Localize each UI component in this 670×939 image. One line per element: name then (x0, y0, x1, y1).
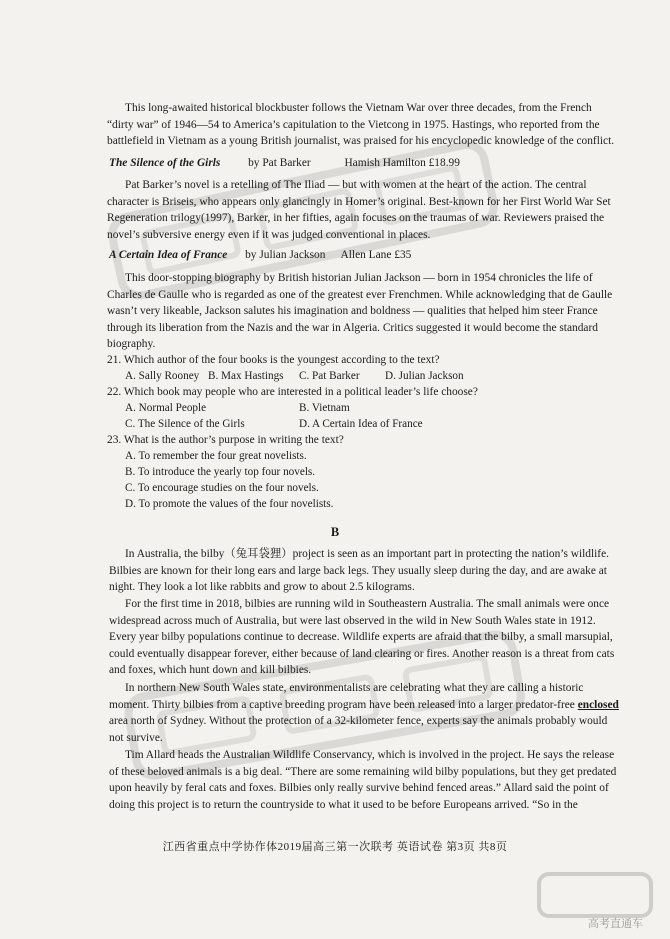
answer-option[interactable]: D. A Certain Idea of France (299, 418, 423, 430)
text-line (109, 697, 619, 714)
answer-option[interactable]: C. Pat Barker (299, 370, 360, 382)
bilby-paragraph-4 (109, 747, 617, 813)
text-line: of these beloved animals is a big deal. “There are some remaining wild bilby populations, but they get predated (109, 765, 617, 778)
question-stem: 23. What is the author’s purpose in writing the text? (107, 434, 344, 446)
text-line: novel’s subversive energy even if it was judged conventional in places. (107, 228, 431, 241)
bilby-paragraph-3 (109, 680, 619, 746)
text-line: Charles de Gaulle who is regarded as one of the greatest ever Frenchmen. While acknowledging that de Gaulle (107, 288, 613, 301)
answer-option[interactable]: B. To introduce the yearly top four novels. (125, 466, 316, 478)
text-line: wasn’t very likeable, Jackson salutes his imagination and boldness — qualities that helped him steer France (107, 305, 598, 317)
underlined-word: enclosed (577, 698, 619, 711)
watermark-stamp-icon (535, 870, 655, 920)
book-title-text: The Silence of the Girls (109, 157, 221, 169)
text-line: and foxes, which hunt down and kill bilbies. (109, 664, 312, 676)
answer-option[interactable]: B. Max Hastings (208, 370, 284, 382)
section-heading: B (330, 525, 340, 539)
text-line: not survive. (109, 731, 163, 744)
text-line: upon heavily by feral cats and foxes. Bilbies only really survive behind fenced areas.” Allard said the point of (109, 782, 609, 794)
text-line: area north of Sydney. Without the protection of a 32-kilometer fence, experts say the animals probably would (109, 715, 608, 727)
text-line: Regeneration trilogy(1997), Barker, in her fifties, again focuses on the traumas of war. Reviewers praised the (107, 212, 605, 224)
text-line: Pat Barker’s novel is a retelling of The Iliad — but with women at the heart of the action. The central (125, 179, 587, 191)
watermark-corner-logo (535, 870, 655, 930)
page-footer: 江西省重点中学协作体2019届高三第一次联考 英语试卷 第3页 共8页 (162, 841, 508, 853)
answer-option[interactable] (125, 401, 206, 416)
answer-option[interactable]: B. Vietnam (299, 402, 350, 414)
book-title (109, 248, 411, 263)
answer-option[interactable]: C. The Silence of the Girls (125, 418, 245, 430)
text-line: Every year bilby populations continue to decrease. Wildlife experts are afraid that the bilby, a small marsupial, (109, 631, 613, 643)
answer-option[interactable]: C. To encourage studies on the four novels. (125, 482, 319, 494)
text-line: “dirty war” of 1946—54 to America’s capitulation to the Vietcong in 1975. Hastings, who reported from the (107, 118, 600, 131)
answer-option[interactable]: D. Julian Jackson (385, 370, 464, 382)
text-fragment: moment. Thirty bilbies from a captive breeding program have been released into a larger predator-free (109, 698, 578, 711)
bilby-paragraph-1 (109, 546, 610, 596)
book-publisher: Hamish Hamilton £18.99 (344, 157, 460, 169)
option-text: A. Normal People (125, 402, 207, 414)
answer-option[interactable]: A. Sally Rooney (125, 370, 200, 382)
text-line: doing this project is to return the countryside to what it used to be before Europeans arrived. “So in the (109, 798, 578, 811)
text-line: through its liberation from the Nazis and the war in Algeria. Critics suggested it would become the standard (107, 321, 598, 334)
silence-review (107, 177, 611, 243)
book-title (109, 156, 460, 171)
text-line: character is Briseis, who appears only glancingly in Homer’s original. Best-known for her First World War Set (107, 195, 611, 208)
vietnam-review (107, 100, 615, 150)
text-line: biography. (107, 338, 156, 350)
book-title-text: A Certain Idea of France (109, 249, 228, 261)
text-line: In northern New South Wales state, environmentalists are celebrating what they are calling a historic (125, 682, 584, 694)
book-publisher: Allen Lane £35 (340, 249, 412, 261)
text-line: widespread across much of Australia, but were last observed in the wild in New South Wales state in 1912. (109, 614, 596, 627)
text-line: In Australia, the bilby（兔耳袋狸）project is seen as an important part in protecting the nation’s wildlife. (125, 548, 610, 560)
text-line: This long-awaited historical blockbuster follows the Vietnam War over three decades, from the French (125, 102, 592, 114)
text-line: night. They look a lot like rabbits and grow to about 2.5 kilograms. (109, 581, 415, 593)
text-line: For the first time in 2018, bilbies are running wild in Southeastern Australia. The small animals were once (125, 598, 610, 610)
watermark-text: 高考直通车 (588, 917, 643, 930)
question-stem: 22. Which book may people who are interested in a political leader’s life choose? (107, 386, 478, 398)
book-author: by Pat Barker (248, 157, 311, 169)
text-line: Tim Allard heads the Australian Wildlife Conservancy, which is involved in the project. He says the release (125, 749, 615, 761)
answer-option[interactable]: A. To remember the four great novelists. (125, 450, 307, 462)
book-author: by Julian Jackson (245, 249, 326, 261)
question-stem: 21. Which author of the four books is the youngest according to the text? (107, 354, 440, 366)
text-line: Bilbies are known for their long ears and large back legs. They usually sleep during the day, and are awake at (109, 564, 607, 577)
text-line: This door-stopping biography by British historian Julian Jackson — born in 1954 chronicles the life of (125, 272, 593, 284)
france-review (107, 270, 613, 353)
text-line: battlefield in Vietnam as a young British journalist, was praised for his encyclopedic knowledge of the conflict. (107, 135, 615, 147)
answer-option[interactable]: D. To promote the values of the four novelists. (125, 498, 334, 510)
text-line: could eventually disappear forever, either because of land clearing or fires. Another reason is a threat from cats (109, 647, 615, 660)
bilby-paragraph-2 (109, 596, 615, 679)
